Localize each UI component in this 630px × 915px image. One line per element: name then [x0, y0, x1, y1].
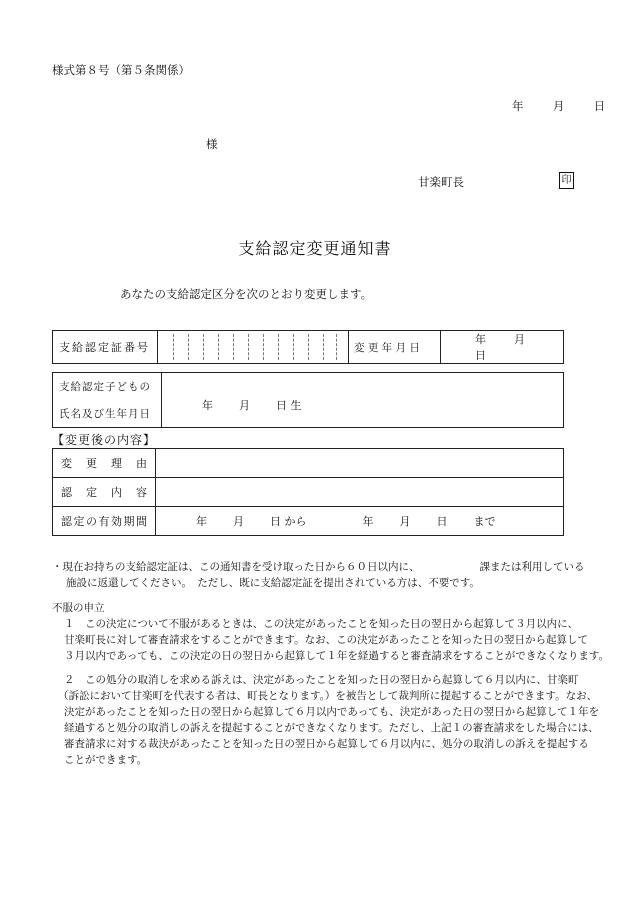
appeal-p1-line2: 甘楽町長に対して審査請求をすることができます。なお、この決定があったことを知った日の翌日から起算して	[64, 634, 589, 646]
appeal-p2-line4: 経過すると処分の取消しの訴えを提起することができなくなります。ただし、上記１の審査請求をした場合には、	[64, 722, 599, 734]
changed-content-table	[52, 448, 564, 536]
period-from-month: 月	[233, 515, 244, 528]
change-date-year: 年	[475, 333, 486, 346]
child-label-line2: 氏名及び生年月日	[53, 400, 162, 428]
appeal-heading: 不服の申立	[52, 602, 105, 614]
cert-number-label: 支給認定証番号	[53, 331, 158, 364]
cert-number-field[interactable]	[158, 331, 349, 364]
return-notice-tail: 課または利用している	[479, 561, 585, 573]
period-to-day: 日	[436, 515, 448, 528]
form-number: 様式第８号（第５条関係）	[52, 63, 190, 77]
reason-field[interactable]	[156, 449, 564, 478]
issue-date-month: 月	[552, 99, 565, 113]
issue-date-year: 年	[512, 99, 524, 113]
appeal-p2-line5: 審査請求に対する裁決があったことを知った日の翌日から起算して６月以内に、処分の取消しの訴えを提起する	[64, 738, 589, 750]
seal-mark: 印	[559, 172, 574, 189]
return-notice-text: ・現在お持ちの支給認定証は、この通知書を受け取った日から６０日以内に、	[52, 561, 420, 573]
period-label: 認定の有効期間	[53, 507, 156, 536]
birth-day: 日 生	[276, 399, 302, 412]
change-date-field[interactable]	[441, 331, 564, 364]
appeal-p2-line3: 決定があったことを知った日の翌日から起算して６月以内であっても、決定があった日の翌日から起算して１年を	[64, 706, 600, 718]
document-title: 支給認定変更通知書	[238, 239, 392, 258]
reason-label: 変 更 理 由	[53, 449, 156, 478]
issue-date	[512, 98, 605, 114]
appeal-p1-line3: ３月以内であっても、この決定の日の翌日から起算して１年を経過すると審査請求をすることができなくなります。	[64, 650, 610, 662]
period-from-year: 年	[196, 515, 207, 528]
change-date-label: 変 更 年 月 日	[349, 331, 441, 364]
child-label-line1: 支給認定子どもの	[53, 373, 162, 401]
period-to-month: 月	[399, 515, 411, 528]
birth-year: 年	[202, 399, 213, 412]
content-label: 認 定 内 容	[53, 478, 156, 507]
return-notice-line2: 施設に返還してください。 ただし、既に支給認定証を提出されている方は、不要です。	[66, 577, 480, 589]
change-date-month: 月	[514, 333, 525, 346]
return-notice-line1	[52, 559, 585, 575]
period-field[interactable]	[156, 507, 564, 536]
period-until: まで	[473, 515, 496, 528]
issuer-name: 甘楽町長	[418, 175, 464, 189]
appeal-p1-line1: １ この決定について不服があるときは、この決定があったことを知った日の翌日から起算して３月以内に、	[64, 618, 579, 630]
section-heading: 【変更後の内容】	[52, 433, 157, 447]
intro-text: あなたの支給認定区分を次のとおり変更します。	[120, 287, 373, 301]
period-to-year: 年	[362, 515, 374, 528]
child-name-birth-field[interactable]	[162, 373, 564, 428]
content-field[interactable]	[156, 478, 564, 507]
birth-month: 月	[239, 399, 250, 412]
issue-date-day: 日	[593, 99, 606, 113]
child-info-table	[52, 372, 564, 428]
addressee-suffix: 様	[206, 137, 218, 151]
appeal-p2-line6: ことができます。	[64, 754, 148, 766]
cert-number-table	[52, 330, 564, 364]
appeal-p2-line1: ２ この処分の取消しを求める訴えは、決定があったことを知った日の翌日から起算して６月以内に、甘楽町	[64, 674, 579, 686]
change-date-day: 日	[475, 349, 486, 362]
period-from-day: 日 から	[270, 515, 307, 528]
appeal-p2-line2: （訴訟において甘楽町を代表する者は、町長となります。）を被告として裁判所に提起することができます。なお、	[58, 690, 598, 702]
